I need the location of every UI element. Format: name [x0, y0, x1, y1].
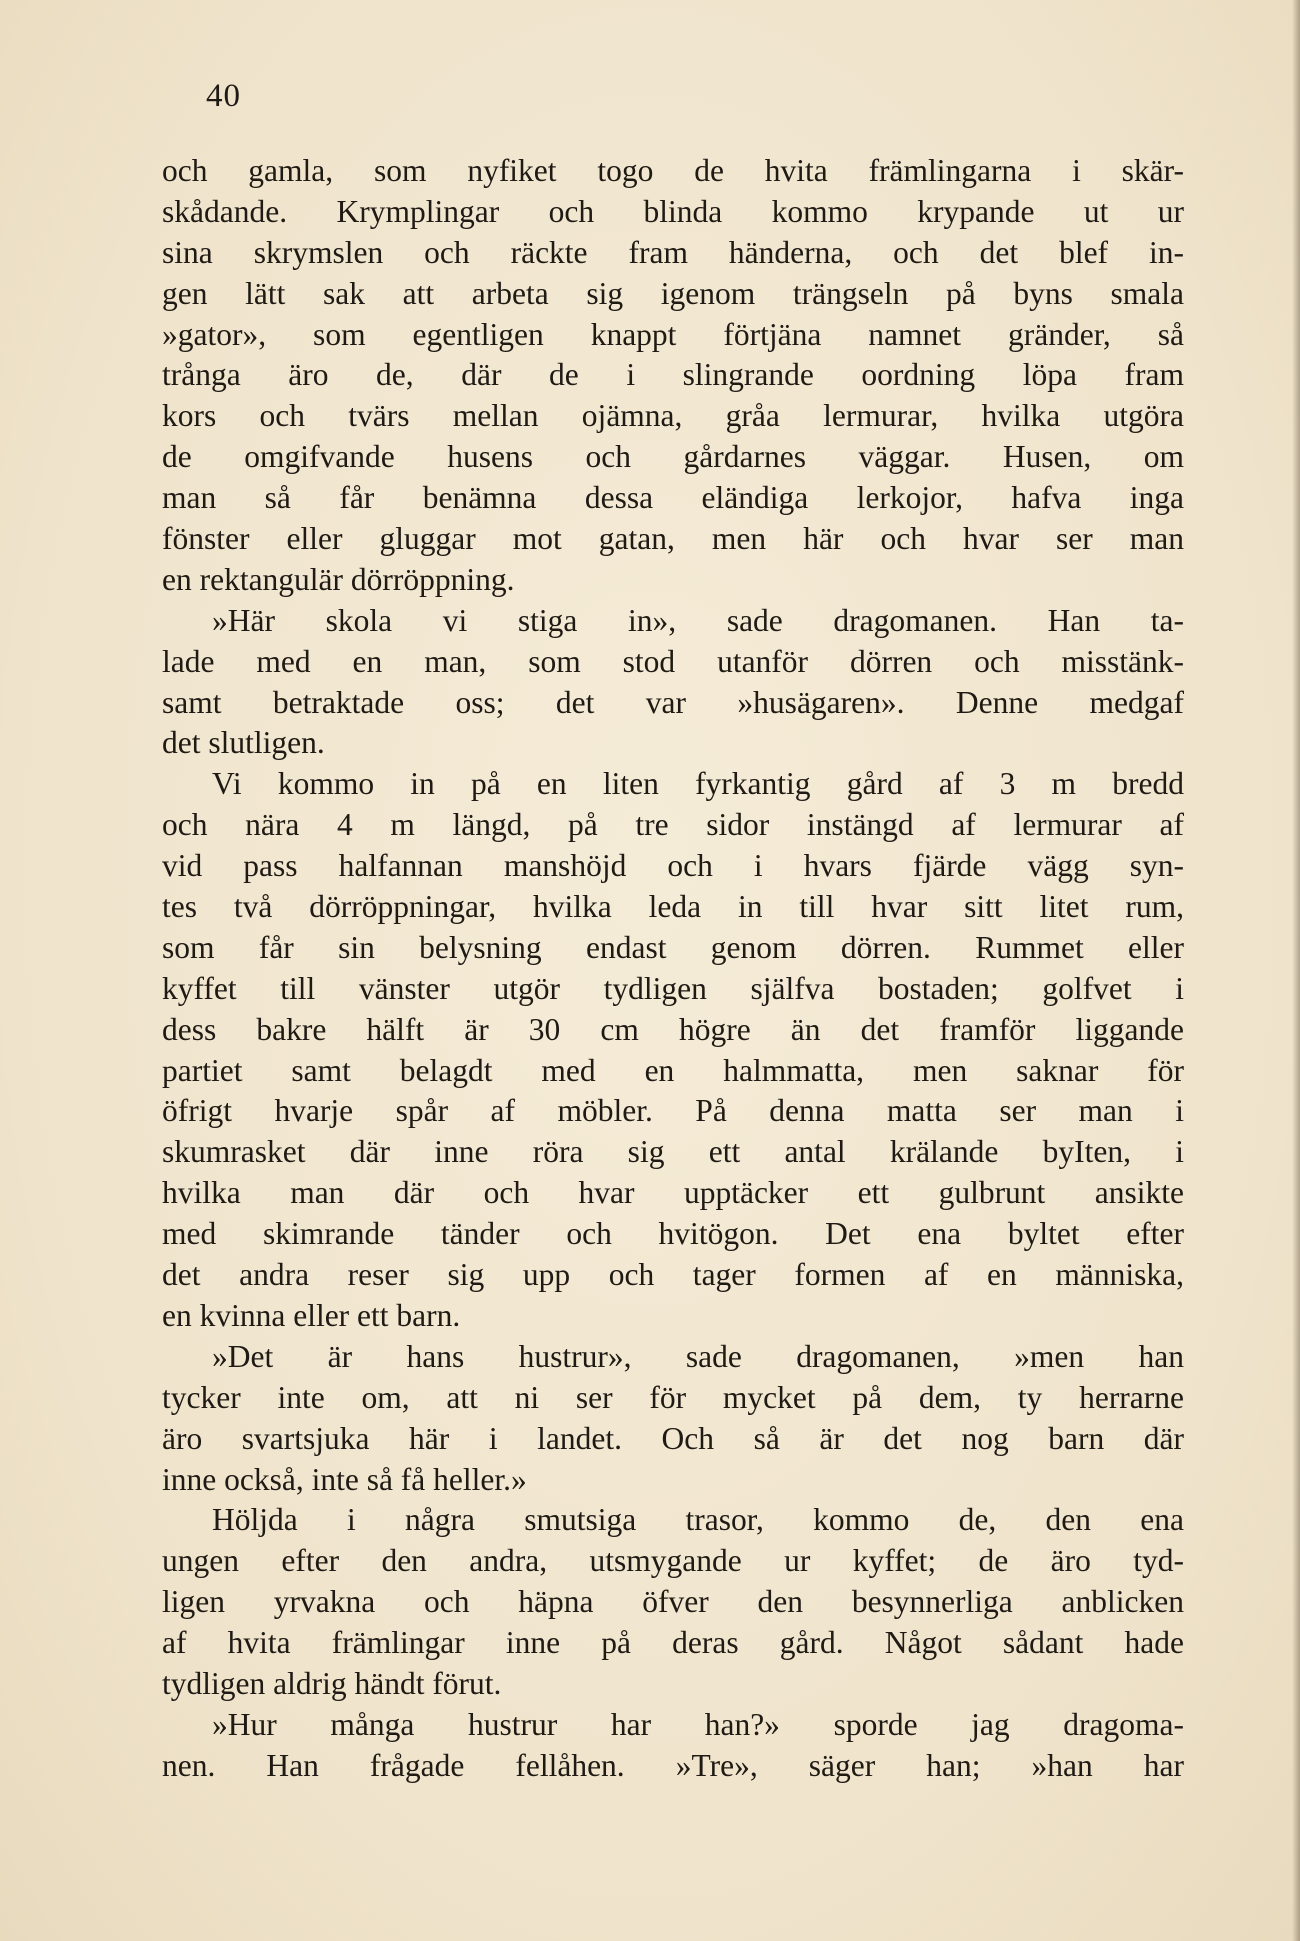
- text-line: trånga äro de, där de i slingrande oordning löpa fram: [162, 357, 1184, 393]
- text-line: »Här skola vi stiga in», sade dragomanen. Han ta-: [212, 602, 1184, 638]
- text-line: partiet samt belagdt med en halmmatta, men saknar för: [162, 1052, 1184, 1088]
- body-text: [162, 151, 1184, 1787]
- text-line: tydligen aldrig händt förut.: [162, 1665, 502, 1701]
- text-line: »gator», som egentligen knappt förtjäna namnet gränder, så: [162, 316, 1184, 352]
- text-line: det andra reser sig upp och tager formen af en människa,: [162, 1257, 1184, 1293]
- text-line: Vi kommo in på en liten fyrkantig gård af 3 m bredd: [212, 766, 1184, 802]
- text-line: det slutligen.: [162, 725, 325, 761]
- text-line: en rektangulär dörröppning.: [162, 561, 515, 597]
- page-edge-shadow: [1292, 0, 1300, 1941]
- text-line: öfrigt hvarje spår af möbler. På denna matta ser man i: [162, 1093, 1184, 1129]
- text-line: inne också, inte så få heller.»: [162, 1461, 527, 1497]
- text-line: skumrasket där inne röra sig ett antal krälande byIten, i: [162, 1134, 1184, 1170]
- text-line: som får sin belysning endast genom dörren. Rummet eller: [162, 929, 1184, 965]
- text-line: de omgifvande husens och gårdarnes väggar. Husen, om: [162, 439, 1184, 475]
- text-line: kors och tvärs mellan ojämna, gråa lermurar, hvilka utgöra: [162, 398, 1184, 434]
- text-line: Höljda i några smutsiga trasor, kommo de, den ena: [212, 1502, 1184, 1538]
- text-line: kyffet till vänster utgör tydligen själfva bostaden; golfvet i: [162, 970, 1184, 1006]
- text-line: ungen efter den andra, utsmygande ur kyffet; de äro tyd-: [162, 1543, 1184, 1579]
- text-line: tycker inte om, att ni ser för mycket på dem, ty herrarne: [162, 1379, 1184, 1415]
- text-line: skådande. Krymplingar och blinda kommo krypande ut ur: [162, 193, 1184, 229]
- text-line: och nära 4 m längd, på tre sidor instängd af lermurar af: [162, 807, 1184, 843]
- text-line: hvilka man där och hvar upptäcker ett gulbrunt ansikte: [162, 1175, 1184, 1211]
- text-line: »Det är hans hustrur», sade dragomanen, »men han: [212, 1338, 1184, 1374]
- text-line: en kvinna eller ett barn.: [162, 1297, 461, 1333]
- text-line: fönster eller gluggar mot gatan, men här och hvar ser man: [162, 521, 1184, 557]
- text-line: samt betraktade oss; det var »husägaren». Denne medgaf: [162, 684, 1184, 720]
- text-line: dess bakre hälft är 30 cm högre än det framför liggande: [162, 1011, 1184, 1047]
- text-line: gen lätt sak att arbeta sig igenom trängseln på byns smala: [162, 275, 1184, 311]
- text-line: äro svartsjuka här i landet. Och så är det nog barn där: [162, 1420, 1184, 1456]
- text-line: sina skrymslen och räckte fram händerna, och det blef in-: [162, 234, 1184, 270]
- text-line: nen. Han frågade fellåhen. »Tre», säger han; »han har: [162, 1747, 1184, 1783]
- text-line: »Hur många hustrur har han?» sporde jag dragoma-: [212, 1706, 1184, 1742]
- text-line: med skimrande tänder och hvitögon. Det ena byltet efter: [162, 1216, 1184, 1252]
- text-line: man så får benämna dessa eländiga lerkojor, hafva inga: [162, 480, 1184, 516]
- text-line: ligen yrvakna och häpna öfver den besynnerliga anblicken: [162, 1584, 1184, 1620]
- page-number: 40: [206, 78, 241, 114]
- text-line: och gamla, som nyfiket togo de hvita främlingarna i skär-: [162, 153, 1184, 188]
- text-line: vid pass halfannan manshöjd och i hvars fjärde vägg syn-: [162, 848, 1184, 884]
- text-line: tes två dörröppningar, hvilka leda in till hvar sitt litet rum,: [162, 889, 1184, 925]
- text-line: lade med en man, som stod utanför dörren och misstänk-: [162, 643, 1184, 679]
- text-line: af hvita främlingar inne på deras gård. Något sådant hade: [162, 1625, 1184, 1661]
